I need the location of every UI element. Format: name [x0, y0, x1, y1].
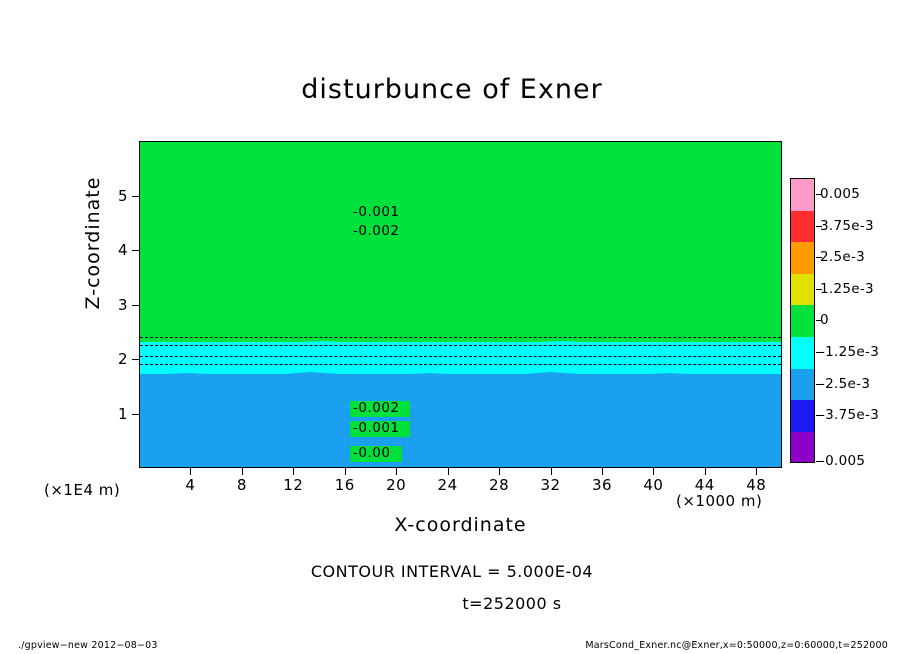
x-tick-label: 16 — [334, 476, 355, 494]
x-tick-label: 28 — [489, 476, 510, 494]
contour-line — [140, 337, 781, 338]
y-axis-unit: (×1E4 m) — [44, 481, 121, 499]
colorbar-segment — [791, 400, 814, 432]
colorbar-tick-label: -3.75e-3 — [820, 407, 880, 424]
x-axis-label: X-coordinate — [394, 514, 527, 536]
x-tick — [190, 468, 191, 475]
y-tick — [132, 196, 139, 197]
y-tick-label: 1 — [117, 404, 128, 423]
y-tick — [132, 250, 139, 251]
y-tick — [132, 414, 139, 415]
x-tick — [293, 468, 294, 475]
x-tick-label: 8 — [236, 476, 247, 494]
x-tick — [242, 468, 243, 475]
x-tick-label: 24 — [437, 476, 458, 494]
y-tick-label: 2 — [117, 350, 128, 368]
x-tick — [653, 468, 654, 475]
colorbar — [790, 178, 815, 463]
y-tick-label: 3 — [117, 295, 128, 314]
x-tick — [602, 468, 603, 475]
colorbar-tick-label: 3.75e-3 — [820, 217, 874, 234]
colorbar-tick-label: 0.005 — [820, 186, 861, 202]
contour-label: -0.001 — [353, 204, 400, 220]
x-tick — [551, 468, 552, 475]
colorbar-segment — [791, 274, 814, 306]
x-tick-label: 20 — [386, 476, 407, 494]
contour-label: -0.001 — [353, 420, 400, 436]
x-tick-label: 4 — [185, 476, 196, 494]
colorbar-tick-label: -0.005 — [820, 453, 866, 469]
y-tick-label: 5 — [117, 186, 128, 205]
contour-line — [140, 364, 781, 365]
band-boundary-blue-top — [140, 368, 781, 380]
x-tick-label: 40 — [643, 476, 664, 494]
x-tick — [448, 468, 449, 475]
colorbar-segment — [791, 369, 814, 401]
x-tick — [499, 468, 500, 475]
contour-interval-label: CONTOUR INTERVAL = 5.000E-04 — [310, 562, 594, 581]
colorbar-tick-label: 0 — [820, 312, 829, 329]
y-axis — [117, 141, 139, 468]
colorbar-tick-label: -2.5e-3 — [820, 375, 871, 392]
contour-label: -0.002 — [353, 223, 400, 239]
colorbar-tick-label: -1.25e-3 — [820, 344, 880, 360]
x-tick — [345, 468, 346, 475]
colorbar-tick-label: 2.5e-3 — [820, 249, 866, 266]
y-axis-label: Z-coordinate — [82, 176, 104, 310]
colorbar-segment — [791, 211, 814, 243]
contour-label: -0.002 — [353, 400, 400, 416]
x-tick-label: 48 — [746, 476, 767, 494]
y-tick-label: 4 — [117, 241, 128, 259]
y-tick — [132, 305, 139, 306]
x-tick — [705, 468, 706, 475]
x-tick-label: 44 — [694, 476, 715, 494]
colorbar-segment — [791, 242, 814, 274]
x-axis-unit: (×1000 m) — [676, 492, 763, 510]
plot-area — [139, 141, 782, 468]
footer-left-text: ./gpview−new 2012−08−03 — [18, 640, 158, 651]
x-tick — [756, 468, 757, 475]
x-tick-label: 32 — [540, 476, 561, 494]
y-tick — [132, 359, 139, 360]
colorbar-segment — [791, 305, 814, 337]
chart-title: disturbunce of Exner — [301, 74, 603, 105]
x-tick-label: 36 — [591, 476, 613, 494]
contour-line — [140, 356, 781, 357]
contour-line — [140, 345, 781, 346]
x-tick — [396, 468, 397, 475]
time-label: t=252000 s — [462, 594, 562, 613]
contour-band-blue-middle — [140, 374, 781, 468]
colorbar-segment — [791, 179, 814, 211]
colorbar-segment — [791, 432, 814, 463]
colorbar-segment — [791, 337, 814, 369]
contour-label: -0.00 — [353, 445, 391, 461]
footer-right-text: MarsCond_Exner.nc@Exner,x=0:50000,z=0:60000,t=252000 — [585, 640, 888, 651]
colorbar-tick-label: 1.25e-3 — [820, 280, 874, 297]
x-tick-label: 12 — [283, 476, 304, 494]
